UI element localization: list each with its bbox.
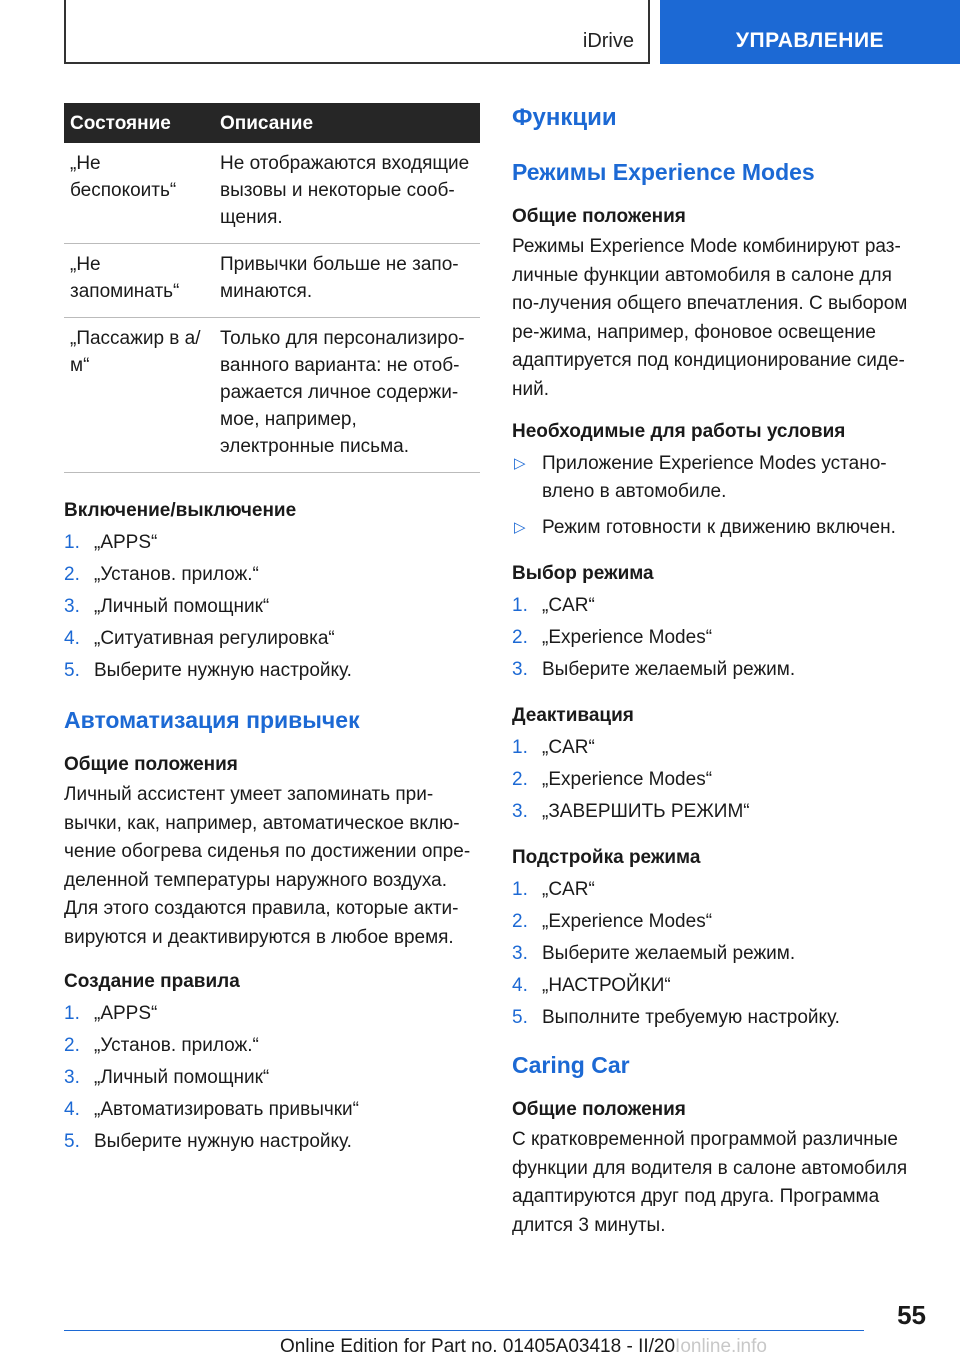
list-item: ▷ Режим готовности к движению включен. bbox=[512, 514, 922, 542]
requirements-heading: Необходимые для работы условия bbox=[512, 421, 846, 442]
header-chapter-label: УПРАВЛЕНИЕ bbox=[735, 29, 885, 52]
list-item: 5. Выполните требуемую настройку. bbox=[512, 1007, 840, 1028]
select-mode-steps bbox=[512, 592, 922, 683]
adjust-mode-steps bbox=[512, 876, 922, 1031]
caring-car-heading: Caring Car bbox=[512, 1052, 630, 1078]
caring-general-text: С кратковременной программой различные функции для водителя в салоне автомобиля адаптируются друг под друга. Программа длится 3 минуты. bbox=[512, 1129, 908, 1236]
caring-general-heading: Общие положения bbox=[512, 1099, 686, 1120]
list-item: 2. „Установ. прилож.“ bbox=[64, 1035, 259, 1056]
description-column-header: Описание bbox=[214, 103, 480, 143]
list-item: 3. „Личный помощник“ bbox=[64, 596, 270, 617]
requirements-list bbox=[512, 450, 922, 542]
state-table-header bbox=[64, 103, 480, 143]
table-row bbox=[64, 143, 480, 244]
create-rule-steps bbox=[64, 1000, 480, 1155]
state-cell: „Не беспокоить“ bbox=[64, 143, 214, 244]
list-item: 1. „APPS“ bbox=[64, 532, 158, 553]
state-cell: „Пассажир в а/м“ bbox=[64, 318, 214, 473]
footer-edition bbox=[280, 1336, 767, 1358]
description-cell: Только для персонализиро-ванного варианта: не отоб-ражается личное содержи-мое, например, электронные письма. bbox=[214, 318, 480, 473]
list-item: 2. „Experience Modes“ bbox=[512, 769, 713, 790]
description-cell: Привычки больше не запо-минаются. bbox=[214, 244, 480, 318]
list-item: 5. Выберите нужную настройку. bbox=[64, 660, 352, 681]
right-column bbox=[512, 103, 922, 1240]
list-item: 2. „Установ. прилож.“ bbox=[64, 564, 259, 585]
create-rule-heading: Создание правила bbox=[64, 971, 240, 992]
onoff-steps bbox=[64, 529, 480, 684]
functions-heading: Функции bbox=[512, 104, 617, 131]
list-item: 4. „НАСТРОЙКИ“ bbox=[512, 975, 671, 996]
modes-general-text: Режимы Experience Mode комбинируют раз-личные функции автомобиля в салоне для по-лучения общего впечатления. С выбором ре-жима, например, фоновое освещение адаптируется под кондиционирование сиде-ний. bbox=[512, 236, 908, 400]
header-chapter-tab bbox=[660, 0, 960, 64]
triangle-right-icon: ▷ bbox=[514, 455, 526, 472]
state-column-header: Состояние bbox=[64, 103, 214, 143]
header-section-box bbox=[64, 0, 650, 64]
habits-general-heading: Общие положения bbox=[64, 754, 238, 775]
deactivation-steps bbox=[512, 734, 922, 825]
state-table bbox=[64, 103, 480, 473]
list-item: 3. „ЗАВЕРШИТЬ РЕЖИМ“ bbox=[512, 801, 750, 822]
list-item: ▷ Приложение Experience Modes устано-влено в автомобиле. bbox=[512, 450, 922, 506]
triangle-right-icon: ▷ bbox=[514, 519, 526, 536]
select-mode-heading: Выбор режима bbox=[512, 563, 654, 584]
adjust-mode-heading: Подстройка режима bbox=[512, 847, 701, 868]
list-item: 4. „Автоматизировать привычки“ bbox=[64, 1099, 359, 1120]
list-item: 1. „APPS“ bbox=[64, 1003, 158, 1024]
deactivation-heading: Деактивация bbox=[512, 705, 634, 726]
description-cell: Не отображаются входящие вызовы и некоторые сооб-щения. bbox=[214, 143, 480, 244]
list-item: 2. „Experience Modes“ bbox=[512, 627, 713, 648]
footer-edition-text: Online Edition for Part no. 01405A03418 - II/20 bbox=[280, 1336, 676, 1357]
list-item: 3. Выберите желаемый режим. bbox=[512, 659, 796, 680]
list-item: 5. Выберите нужную настройку. bbox=[64, 1131, 352, 1152]
list-item: 2. „Experience Modes“ bbox=[512, 911, 713, 932]
footer-watermark: Ionline.info bbox=[675, 1336, 767, 1357]
habits-heading: Автоматизация привычек bbox=[64, 707, 360, 733]
header-section-label: iDrive bbox=[582, 30, 634, 52]
list-item: 3. „Личный помощник“ bbox=[64, 1067, 270, 1088]
list-item: 1. „CAR“ bbox=[512, 879, 595, 900]
page-number: 55 bbox=[897, 1300, 926, 1330]
list-item: 1. „CAR“ bbox=[512, 737, 595, 758]
onoff-heading: Включение/выключение bbox=[64, 500, 297, 521]
left-column bbox=[64, 103, 480, 1160]
table-row bbox=[64, 244, 480, 318]
list-item: 3. Выберите желаемый режим. bbox=[512, 943, 796, 964]
list-item: 1. „CAR“ bbox=[512, 595, 595, 616]
modes-general-heading: Общие положения bbox=[512, 206, 686, 227]
modes-heading: Режимы Experience Modes bbox=[512, 159, 815, 185]
list-item: 4. „Ситуативная регулировка“ bbox=[64, 628, 335, 649]
footer-divider bbox=[64, 1330, 864, 1331]
table-row bbox=[64, 318, 480, 473]
state-cell: „Не запоминать“ bbox=[64, 244, 214, 318]
habits-general-text: Личный ассистент умеет запоминать при-вычки, как, например, автоматическое вклю-чение обогрева сиденья по достижении опре-деленной температуры наружного воздуха. Для этого создаются правила, которые акти-вируются и деактивируются в любое время. bbox=[64, 784, 471, 948]
